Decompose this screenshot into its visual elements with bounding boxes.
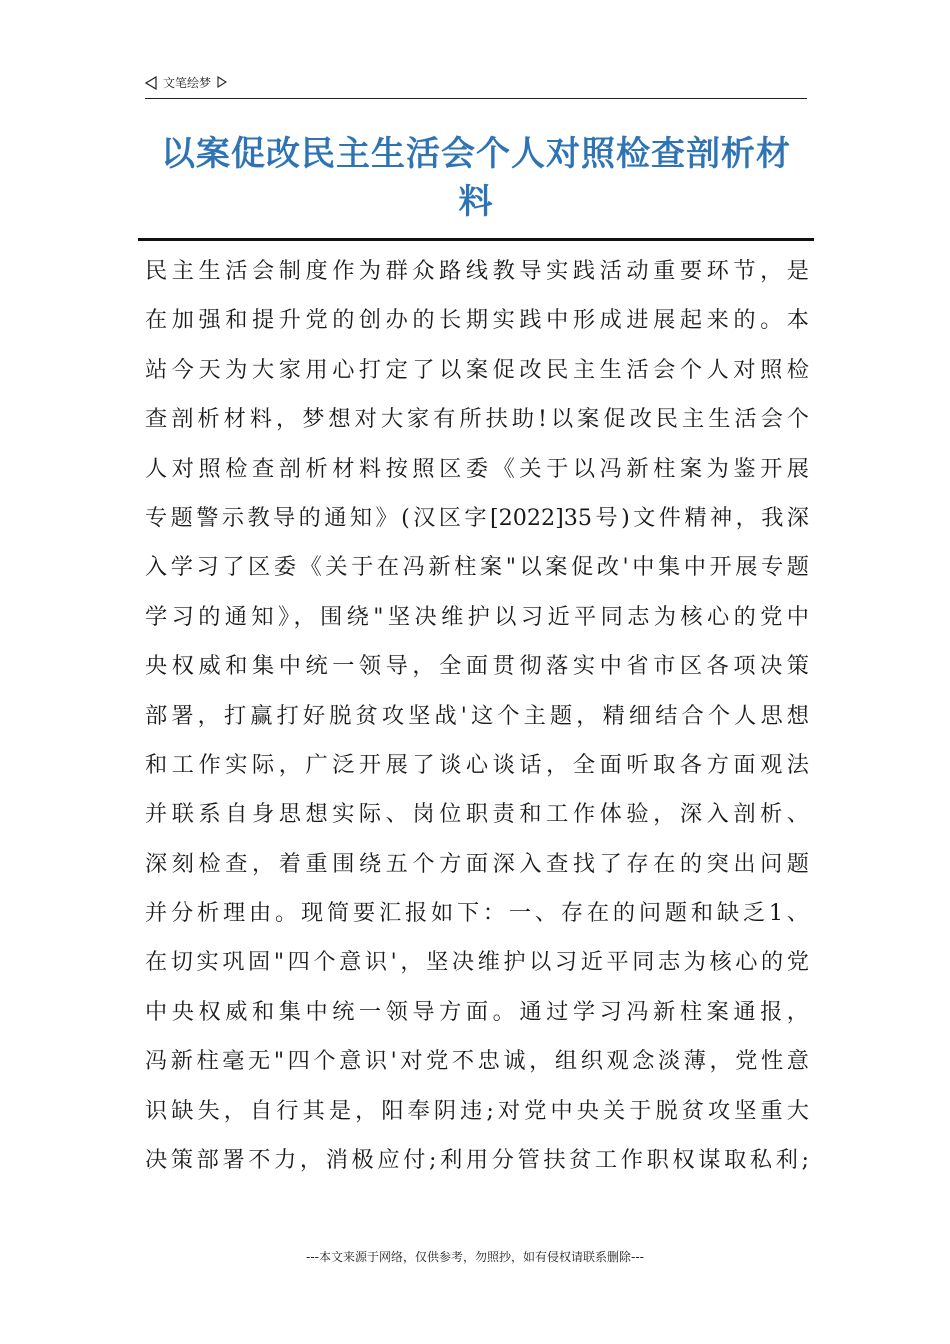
body-line: 民主生活会制度作为群众路线教导实践活动重要环节，是 (145, 258, 809, 284)
body-line: 央权威和集中统一领导，全面贯彻落实中省市区各项决策 (145, 653, 809, 680)
body-text (145, 247, 809, 1185)
triangle-left-icon (145, 76, 157, 90)
body-line: 决策部署不力，消极应付;利用分管扶贫工作职权谋取私利; (145, 1147, 809, 1174)
body-line: 并分析理由。现简要汇报如下：一、存在的问题和缺乏1、 (145, 900, 809, 927)
body-line: 部署，打赢打好脱贫攻坚战'这个主题，精细结合个人思想 (145, 702, 809, 729)
body-line: 中央权威和集中统一领导方面。通过学习冯新柱案通报， (145, 998, 809, 1025)
page-header (145, 72, 807, 99)
page-footer: ---本文来源于网络，仅供参考，勿照抄，如有侵权请联系删除--- (306, 1250, 644, 1264)
body-line: 人对照检查剖析材料按照区委《关于以冯新柱案为鉴开展 (145, 455, 809, 482)
body-line: 并联系自身思想实际、岗位职责和工作体验，深入剖析、 (145, 801, 809, 828)
body-line: 识缺失，自行其是，阳奉阴违;对党中央关于脱贫攻坚重大 (145, 1097, 809, 1124)
title-divider (138, 238, 814, 241)
body-line: 入学习了区委《关于在冯新柱案"以案促改'中集中开展专题 (145, 554, 809, 581)
body-line: 专题警示教导的通知》(汉区字[2022]35号)文件精神，我深 (145, 504, 809, 531)
title-line-1: 以案促改民主生活会个人对照检查剖析材 (161, 134, 791, 174)
brand (145, 74, 229, 91)
title-line-2: 料 (458, 182, 494, 222)
body-line: 在切实巩固"四个意识'，坚决维护以习近平同志为核心的党 (145, 949, 809, 976)
body-line: 深刻检查，着重围绕五个方面深入查找了存在的突出问题 (145, 850, 809, 877)
body-line: 在加强和提升党的创办的长期实践中形成进展起来的。本 (145, 307, 809, 334)
body-line: 和工作实际，广泛开展了谈心谈话，全面听取各方面观法 (145, 751, 809, 778)
brand-name: 文笔绘梦 (163, 76, 212, 90)
triangle-right-icon (217, 76, 229, 90)
body-line: 学习的通知》，围绕"坚决维护以习近平同志为核心的党中 (145, 603, 809, 630)
body-line: 站今天为大家用心打定了以案促改民主生活会个人对照检 (145, 356, 809, 383)
document-title (140, 130, 812, 226)
body-line: 冯新柱毫无"四个意识'对党不忠诚，组织观念淡薄，党性意 (145, 1048, 809, 1075)
body-line: 查剖析材料，梦想对大家有所扶助!以案促改民主生活会个 (145, 406, 809, 433)
